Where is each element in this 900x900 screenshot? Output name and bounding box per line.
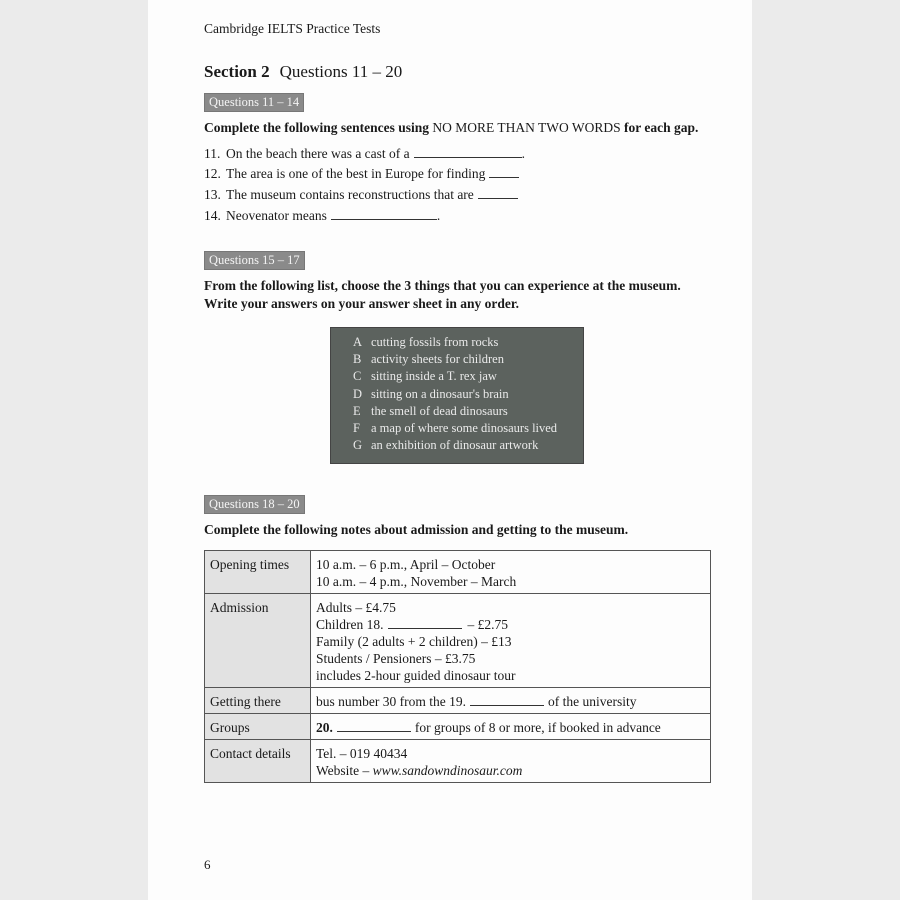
answer-blank-18: [388, 627, 462, 629]
part1-instruction: [204, 120, 698, 136]
row-key: Contact details: [205, 740, 311, 783]
instr-start: Complete the following sentences using: [204, 120, 433, 135]
answer-blank: [331, 218, 437, 220]
answer-blank: [489, 176, 519, 178]
question-13: [204, 187, 518, 203]
option-text: sitting on a dinosaur's brain: [371, 386, 509, 401]
row-value: [311, 551, 711, 594]
row-value: [311, 688, 711, 714]
question-11: [204, 146, 525, 162]
document-page: [148, 0, 752, 900]
option-e: [331, 404, 583, 421]
question-text: The area is one of the best in Europe for finding: [226, 166, 486, 181]
question-12: [204, 166, 519, 182]
questions-11-14-label: Questions 11 – 14: [204, 93, 304, 112]
part2-instruction-line1: From the following list, choose the 3 things that you can experience at the museum.: [204, 278, 681, 293]
table-row-contact: [205, 740, 711, 783]
option-text: the smell of dead dinosaurs: [371, 403, 508, 418]
row-value: [311, 740, 711, 783]
option-c: [331, 369, 583, 386]
website-url: www.sandowndinosaur.com: [372, 763, 523, 778]
option-letter: C: [353, 369, 362, 384]
children-prefix: Children 18.: [316, 617, 384, 632]
options-box: [330, 327, 584, 464]
value-suffix: for groups of 8 or more, if booked in advance: [414, 720, 661, 735]
question-number: 12.: [204, 166, 221, 181]
question-number: 14.: [204, 208, 221, 223]
question-end: .: [521, 146, 526, 161]
instr-end: for each gap.: [620, 120, 699, 135]
option-letter: B: [353, 352, 362, 367]
section-title: [204, 62, 402, 82]
value-line-children: [316, 616, 705, 633]
answer-blank-19: [470, 704, 544, 706]
question-text: Neovenator means: [226, 208, 327, 223]
value-suffix: of the university: [547, 694, 637, 709]
questions-15-17-label: Questions 15 – 17: [204, 251, 305, 270]
value-line: includes 2-hour guided dinosaur tour: [316, 668, 516, 683]
row-key: Opening times: [205, 551, 311, 594]
website-label: Website –: [316, 763, 373, 778]
table-row-getting-there: [205, 688, 711, 714]
answer-blank-20: [337, 730, 411, 732]
row-value: [311, 594, 711, 688]
value-line: 10 a.m. – 4 p.m., November – March: [316, 574, 517, 589]
answer-blank: [414, 156, 522, 158]
value-line-website: [316, 762, 705, 779]
question-text: The museum contains reconstructions that are: [226, 187, 474, 202]
question-14: [204, 208, 440, 224]
option-letter: D: [353, 386, 363, 401]
value-line: Family (2 adults + 2 children) – £13: [316, 634, 512, 649]
value-prefix: 20.: [316, 720, 333, 735]
table-row-opening: [205, 551, 711, 594]
table-row-admission: [205, 594, 711, 688]
option-letter: E: [353, 403, 361, 418]
value-line: Tel. – 019 40434: [316, 746, 408, 761]
option-text: sitting inside a T. rex jaw: [371, 369, 497, 384]
section-label: Section 2: [204, 62, 270, 81]
option-letter: G: [353, 438, 363, 453]
option-d: [331, 387, 583, 404]
question-number: 13.: [204, 187, 221, 202]
part3-instruction: Complete the following notes about admission and getting to the museum.: [204, 522, 629, 537]
question-text: On the beach there was a cast of a: [226, 146, 410, 161]
option-text: a map of where some dinosaurs lived: [371, 420, 558, 435]
row-key: Admission: [205, 594, 311, 688]
row-value: [311, 714, 711, 740]
page-number: 6: [204, 857, 211, 872]
value-line: Students / Pensioners – £3.75: [316, 651, 476, 666]
option-b: [331, 352, 583, 369]
value-prefix: bus number 30 from the 19.: [316, 694, 466, 709]
notes-table: [204, 550, 711, 783]
row-key: Getting there: [205, 688, 311, 714]
part2-instruction-line2: Write your answers on your answer sheet in any order.: [204, 296, 520, 311]
questions-18-20-label: Questions 18 – 20: [204, 495, 305, 514]
table-row-groups: [205, 714, 711, 740]
section-questions: Questions 11 – 20: [279, 62, 403, 81]
option-text: an exhibition of dinosaur artwork: [371, 438, 539, 453]
option-a: [331, 335, 583, 352]
option-letter: F: [353, 420, 360, 435]
answer-blank: [478, 197, 518, 199]
value-line: 10 a.m. – 6 p.m., April – October: [316, 557, 496, 572]
row-key: Groups: [205, 714, 311, 740]
option-text: cutting fossils from rocks: [371, 335, 499, 349]
value-line: Adults – £4.75: [316, 600, 396, 615]
children-suffix: – £2.75: [467, 617, 508, 632]
question-end: .: [436, 208, 441, 223]
option-letter: A: [353, 335, 363, 349]
running-header: Cambridge IELTS Practice Tests: [204, 21, 381, 36]
option-text: activity sheets for children: [371, 352, 504, 367]
option-g: [331, 438, 583, 455]
question-number: 11.: [204, 146, 221, 161]
instr-caps: NO MORE THAN TWO WORDS: [432, 120, 621, 135]
option-f: [331, 421, 583, 438]
